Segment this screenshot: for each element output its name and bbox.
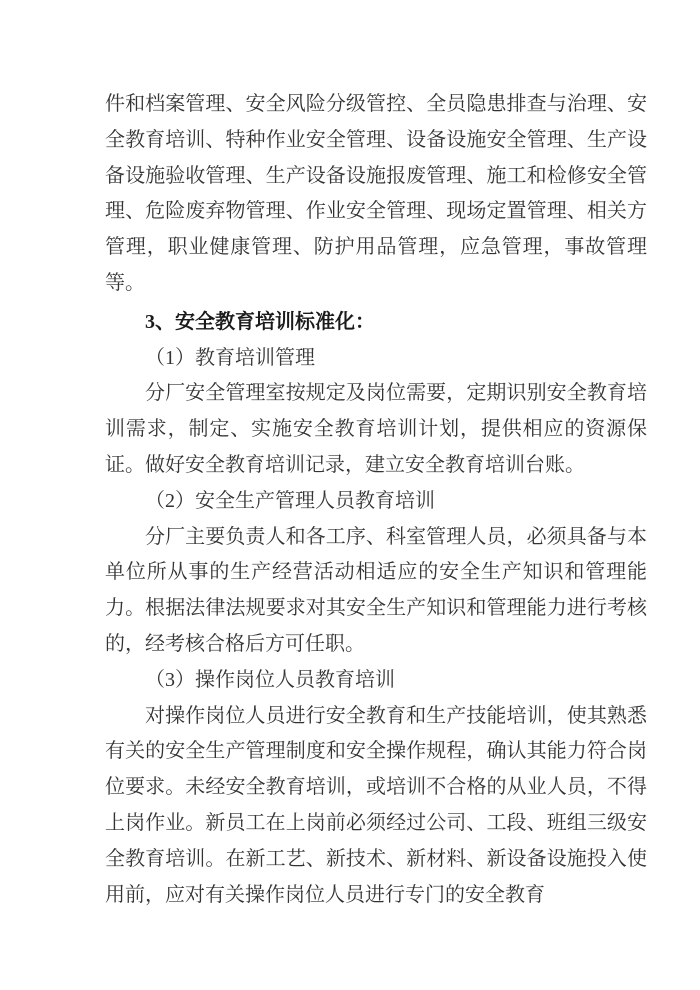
subheading-item-3: （3）操作岗位人员教育培训 [145, 668, 395, 691]
subheading-item-1: （1）教育培训管理 [145, 346, 315, 369]
paragraph-operator-training: 对操作岗位人员进行安全教育和生产技能培训，使其熟悉有关的安全生产管理制度和安全操作规程，确认其能力符合岗位要求。未经安全教育培训，或培训不合格的从业人员，不得上岗作业。新员工在上岗前必须经过公司、工段、班组三级安全教育培训。在新工艺、新技术、新材料、新设备设施投入使用前，应对有关操作岗位人员进行专门的安全教育 [105, 704, 647, 906]
paragraph-training-management: 分厂安全管理室按规定及岗位需要，定期识别安全教育培训需求，制定、实施安全教育培训计划，提供相应的资源保证。做好安全教育培训记录，建立安全教育培训台账。 [105, 382, 647, 476]
section-heading-safety-education-training: 3、安全教育培训标准化： [145, 310, 375, 333]
subheading-item-2: （2）安全生产管理人员教育培训 [145, 489, 435, 512]
paragraph-management-items-continuation: 件和档案管理、安全风险分级管控、全员隐患排查与治理、安全教育培训、特种作业安全管理、设备设施安全管理、生产设备设施验收管理、生产设备设施报废管理、施工和检修安全管理、危险废弃物管理、作业安全管理、现场定置管理、相关方管理，职业健康管理、防护用品管理，应急管理，事故管理等。 [105, 93, 647, 294]
paragraph-manager-training: 分厂主要负责人和各工序、科室管理人员，必须具备与本单位所从事的生产经营活动相适应的安全生产知识和管理能力。根据法律法规要求对其安全生产知识和管理能力进行考核的，经考核合格后方可任职。 [105, 525, 647, 655]
